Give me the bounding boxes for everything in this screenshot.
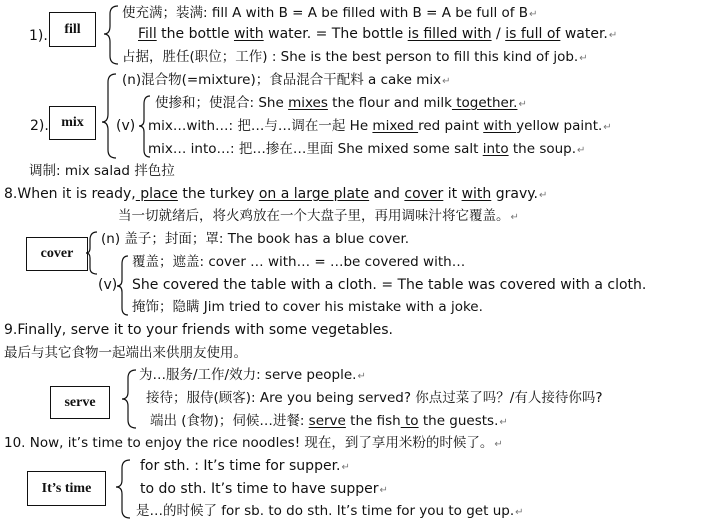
itstime-word: It’s time xyxy=(41,480,92,496)
sentence-9-translation: 最后与其它食物一起端出来供朋友使用。 xyxy=(4,345,247,361)
serve-line-2: 接待；服侍(顾客): Are you being served? 你点过菜了吗？/有人接待你吗? xyxy=(146,390,603,406)
itstime-line-3: 是…的时候了 for sb. to do sth. It’s time for you to get up.↵ xyxy=(136,503,524,519)
mix-verb-line-2: mix…with…: 把…与…调在一起 He mixed red paint with yellow paint.↵ xyxy=(148,118,612,134)
fill-line-1: 使充满；装满: fill A with B = A be filled with B = A be full of B↵ xyxy=(122,5,538,21)
fill-line-2: Fill the bottle with water. = The bottle is filled with / is full of water.↵ xyxy=(138,26,618,42)
serve-brace xyxy=(122,370,136,428)
cover-verb-line-3: 掩饰；隐瞒 Jim tried to cover his mistake with a joke. xyxy=(132,299,483,315)
sentence-10: 10. Now, it’s time to enjoy the rice noodles! 现在，到了享用米粉的时候了。↵ xyxy=(4,435,503,451)
mix-verb-line-3: mix… into…: 把…掺在…里面 She mixed some salt into the soup.↵ xyxy=(148,141,586,157)
serve-word: serve xyxy=(64,394,96,410)
cover-verb-label: (v) xyxy=(98,277,118,293)
sentence-8-translation: 当一切就绪后，将火鸡放在一个大盘子里，再用调味汁将它覆盖。↵ xyxy=(118,208,519,224)
cover-verb-line-2: She covered the table with a cloth. = The table was covered with a cloth. xyxy=(132,277,647,293)
itstime-brace xyxy=(116,460,130,518)
fill-word: fill xyxy=(64,21,81,37)
mix-noun-line: (n)混合物(=mixture)；食品混合干配料 a cake mix↵ xyxy=(122,72,451,88)
mix-brace xyxy=(102,74,116,158)
cover-word: cover xyxy=(40,246,74,261)
fill-word-box xyxy=(49,12,96,47)
cover-verb-line-1: 覆盖；遮盖: cover … with… = …be covered with… xyxy=(132,254,466,270)
fill-number: 1). xyxy=(29,28,48,44)
cover-verb-brace xyxy=(117,256,128,315)
sentence-9: 9.Finally, serve it to your friends with some vegetables. xyxy=(4,322,393,338)
mix-tiaozhi-line: 调制: mix salad 拌色拉 xyxy=(29,163,175,179)
fill-brace xyxy=(104,6,118,64)
serve-line-3: 端出 (食物)；伺候…进餐: serve the fish to the guests.↵ xyxy=(150,413,508,429)
mix-word-box xyxy=(49,106,96,140)
serve-word-box xyxy=(50,386,110,419)
fill-line-3: 占据，胜任(职位；工作) : She is the best person to fill this kind of job.↵ xyxy=(122,49,588,65)
cover-word-box xyxy=(26,237,88,271)
itstime-word-box xyxy=(27,471,106,506)
serve-line-1: 为…服务/工作/效力: serve people.↵ xyxy=(139,367,366,383)
cover-noun-line: (n) 盖子；封面；罩: The book has a blue cover. xyxy=(101,231,410,247)
mix-number: 2). xyxy=(30,118,49,134)
sentence-8: 8.When it is ready, place the turkey on a large plate and cover it with gravy.↵ xyxy=(4,186,548,202)
mix-word: mix xyxy=(61,115,84,130)
mix-verb-label: (v) xyxy=(116,118,136,134)
itstime-line-2: to do sth. It’s time to have supper↵ xyxy=(140,481,388,497)
mix-verb-line-1: 使掺和；使混合: She mixes the flour and milk together.↵ xyxy=(155,95,527,111)
itstime-line-1: for sth. : It’s time for supper.↵ xyxy=(140,458,350,474)
